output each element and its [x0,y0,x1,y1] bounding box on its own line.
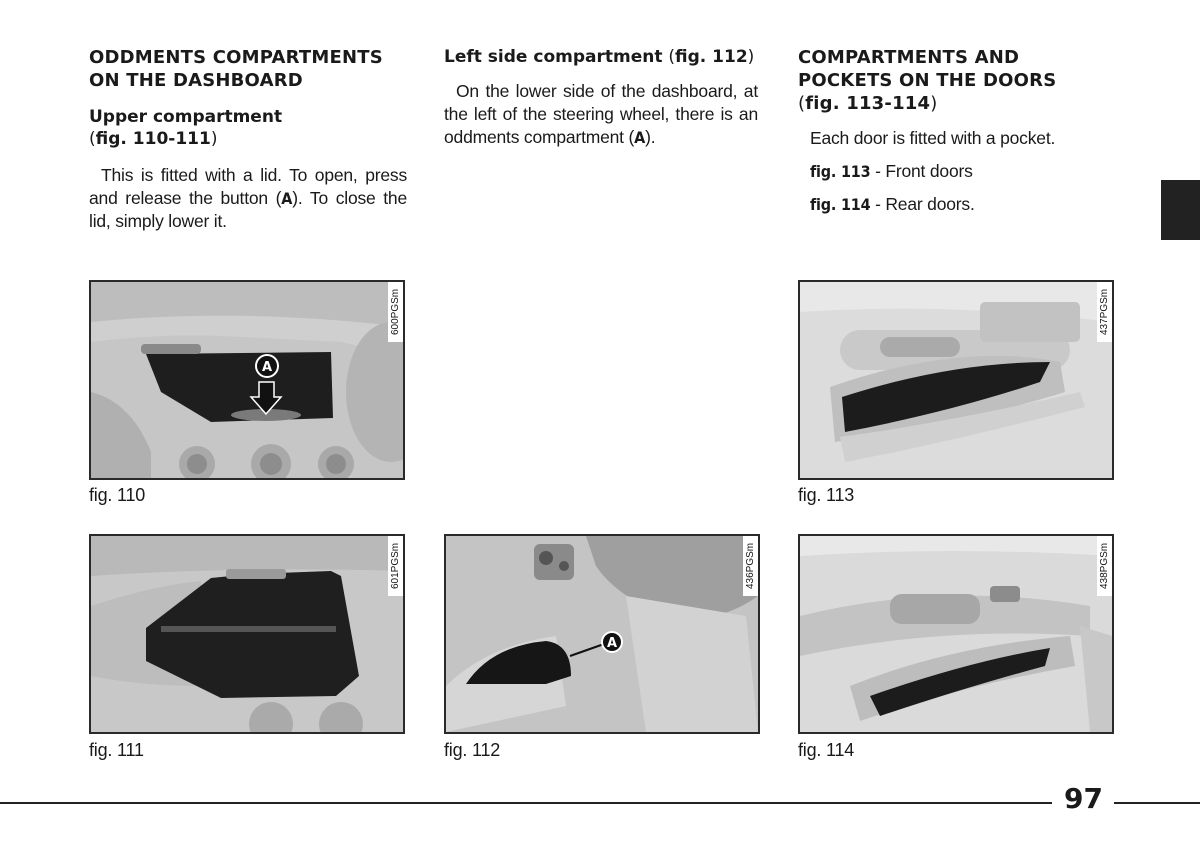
figure-111-photo [89,534,405,734]
section-heading-dashboard: ODDMENTS COMPARTMENTS ON THE DASHBOARD [89,47,383,91]
figure-110-photo [89,280,405,480]
figure-code: 600PGSm [388,282,403,342]
figure-code: 437PGSm [1097,282,1112,342]
caption-fig-113: fig. 113 [798,485,855,505]
figure-112-photo [444,534,760,734]
column-2 [444,46,762,149]
footer-rule-left [0,802,1052,804]
figure-code: 438PGSm [1097,536,1112,596]
figure-code: 436PGSm [743,536,758,596]
svg-text:A: A [606,636,618,651]
caption-fig-111: fig. 111 [89,740,144,760]
column-1 [89,46,407,233]
paragraph-left-compartment: On the lower side of the dashboard, at the left of the steering wheel, there is an oddments compartment (A). [444,81,758,147]
figure-113-photo [798,280,1114,480]
column-3 [798,46,1116,216]
chapter-tab-marker [1161,180,1200,240]
subheading-left-compartment: Left side compartment (fig. 112) [444,47,755,67]
fig-ref: fig. 110-111 [95,129,211,149]
svg-text:A: A [261,360,273,375]
page-number: 97 [1064,782,1103,815]
footer-rule-right [1114,802,1200,804]
figure-code: 601PGSm [388,536,403,596]
list-item-front-doors: fig. 113 - Front doors [810,161,973,181]
subheading-upper-compartment: Upper compartment (fig. 110-111) [89,107,283,149]
section-heading-doors: COMPARTMENTS AND POCKETS ON THE DOORS (fig. 113-114) [798,47,1057,114]
figure-114-photo [798,534,1114,734]
list-item-rear-doors: fig. 114 - Rear doors. [810,194,975,214]
paragraph-doors: Each door is fitted with a pocket. [810,128,1056,148]
caption-fig-110: fig. 110 [89,485,146,505]
paragraph-upper-compartment: This is fitted with a lid. To open, press and release the button (A). To close the lid, simply lower it. [89,165,407,231]
caption-fig-112: fig. 112 [444,740,501,760]
caption-fig-114: fig. 114 [798,740,855,760]
